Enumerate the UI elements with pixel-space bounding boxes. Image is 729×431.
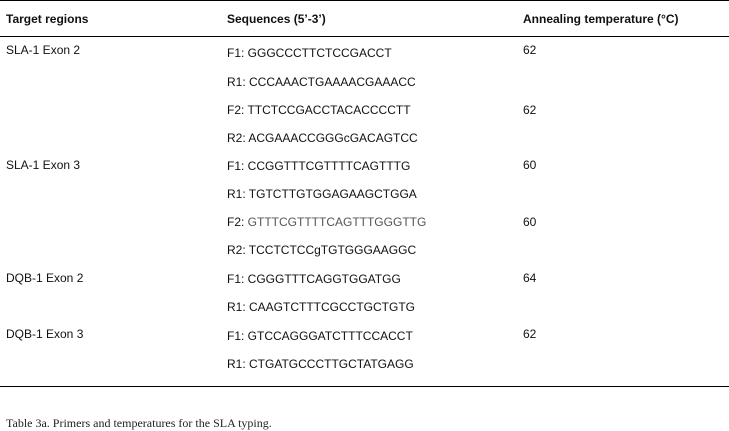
- table-top-rule: [0, 0, 729, 1]
- sequence-cell: R2: ACGAAACCGGGcGACAGTCC: [227, 131, 418, 145]
- sequence-cell: R2: TCCTCTCCgTGTGGGAAGGC: [227, 243, 417, 257]
- sequence-rest: GTTTCGTTTTCAGTTTGGGTTG: [247, 215, 427, 229]
- temperature-cell: 64: [523, 271, 537, 285]
- sequence-cell: F1: CCGGTTTCGTTTTCAGTTTG: [227, 159, 411, 173]
- sequence-cell: F1: GTCCAGGGATCTTTCCACCT: [227, 329, 413, 343]
- sequence-cell: R1: CTGATGCCCTTGCTATGAGG: [227, 357, 414, 371]
- table-header-rule: [0, 36, 729, 37]
- header-annealing-temperature: Annealing temperature (°C): [523, 12, 679, 26]
- temperature-cell: 60: [523, 215, 537, 229]
- sequence-cell: R1: CCCAAACTGAAAACGAAACC: [227, 75, 416, 89]
- header-target-regions: Target regions: [6, 12, 89, 26]
- sequence-cell: F2: TTCTCCGACCTACACCCCTT: [227, 103, 411, 117]
- sequence-cell: R1: TGTCTTGTGGAGAAGCTGGA: [227, 187, 417, 201]
- sequence-cell: [227, 215, 426, 229]
- sequence-cell: R1: CAAGTCTTTCGCCTGCTGTG: [227, 300, 415, 314]
- region-cell: DQB-1 Exon 2: [6, 271, 84, 285]
- sequence-prefix: F2:: [227, 215, 248, 229]
- region-cell: SLA-1 Exon 3: [6, 158, 81, 172]
- temperature-cell: 62: [523, 103, 537, 117]
- table-bottom-rule: [0, 386, 729, 387]
- sequence-cell: F1: CGGGTTTCAGGTGGATGG: [227, 272, 401, 286]
- temperature-cell: 60: [523, 158, 537, 172]
- region-cell: DQB-1 Exon 3: [6, 327, 84, 341]
- temperature-cell: 62: [523, 43, 537, 57]
- table-caption: Table 3a. Primers and temperatures for the SLA typing.: [6, 416, 272, 430]
- header-sequences: Sequences (5’-3’): [227, 12, 326, 26]
- temperature-cell: 62: [523, 327, 537, 341]
- sequence-cell: F1: GGGCCCTTCTCCGACCT: [227, 46, 392, 60]
- region-cell: SLA-1 Exon 2: [6, 43, 81, 57]
